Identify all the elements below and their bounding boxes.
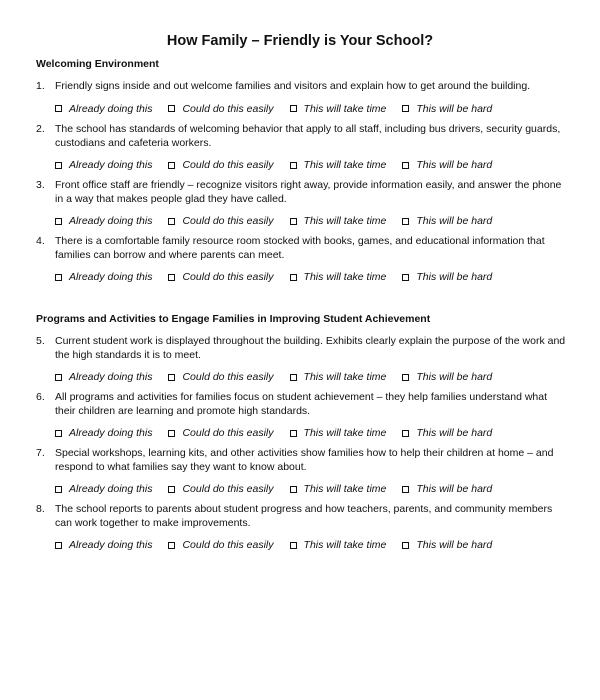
answer-option[interactable] (55, 427, 152, 439)
answer-option-label: Already doing this (69, 427, 153, 439)
question-item (36, 503, 570, 551)
answer-option-label: Could do this easily (182, 271, 274, 283)
answer-option[interactable] (168, 371, 273, 383)
checkbox-icon[interactable] (168, 218, 175, 225)
answer-option-label: Could do this easily (182, 539, 274, 551)
question-item (36, 391, 570, 439)
answer-option-label: Already doing this (69, 371, 153, 383)
question-text: Friendly signs inside and out welcome families and visitors and explain how to get around the building. (55, 80, 531, 92)
question-number: 4. (36, 235, 45, 247)
answer-option[interactable] (55, 483, 152, 495)
answer-option-label: Already doing this (69, 215, 153, 227)
answer-option[interactable] (168, 427, 273, 439)
question-row (36, 235, 570, 262)
answer-options (36, 103, 570, 115)
question-item (36, 80, 570, 115)
checkbox-icon[interactable] (290, 486, 297, 493)
answer-option-label: This will be hard (416, 371, 493, 383)
checkbox-icon[interactable] (290, 374, 297, 381)
answer-option[interactable] (55, 271, 152, 283)
answer-option[interactable] (168, 539, 273, 551)
checkbox-icon[interactable] (168, 430, 175, 437)
answer-option[interactable] (402, 271, 492, 283)
answer-options (36, 427, 570, 439)
answer-option[interactable] (168, 159, 273, 171)
question-item (36, 179, 570, 227)
question-row (36, 391, 570, 418)
answer-option[interactable] (168, 483, 273, 495)
question-item (36, 335, 570, 383)
answer-option[interactable] (55, 371, 152, 383)
answer-option-label: This will take time (303, 427, 387, 439)
answer-option-label: This will take time (303, 371, 387, 383)
question-item (36, 123, 570, 171)
question-text: The school reports to parents about student progress and how teachers, parents, and community members can work together to make improvements. (55, 503, 553, 529)
checkbox-icon[interactable] (168, 162, 175, 169)
checkbox-icon[interactable] (55, 430, 62, 437)
answer-options (36, 215, 570, 227)
answer-option[interactable] (290, 159, 387, 171)
answer-option-label: This will take time (303, 159, 387, 171)
checkbox-icon[interactable] (402, 218, 409, 225)
checkbox-icon[interactable] (55, 486, 62, 493)
checkbox-icon[interactable] (290, 430, 297, 437)
answer-option[interactable] (290, 483, 387, 495)
answer-option[interactable] (290, 103, 387, 115)
answer-options (36, 159, 570, 171)
checkbox-icon[interactable] (290, 162, 297, 169)
answer-option-label: This will take time (303, 271, 387, 283)
checkbox-icon[interactable] (55, 274, 62, 281)
question-text: Current student work is displayed throughout the building. Exhibits clearly explain the purpose of the work and the high standards it is to meet. (55, 335, 566, 361)
question-number: 6. (36, 391, 45, 403)
question-number: 2. (36, 123, 45, 135)
checkbox-icon[interactable] (402, 486, 409, 493)
checkbox-icon[interactable] (55, 374, 62, 381)
answer-option-label: This will take time (303, 102, 387, 115)
answer-option[interactable] (402, 427, 492, 439)
answer-option-label: Already doing this (69, 271, 153, 283)
checkbox-icon[interactable] (168, 274, 175, 281)
answer-option-label: Could do this easily (182, 215, 274, 227)
answer-option[interactable] (402, 483, 492, 495)
answer-option[interactable] (290, 215, 387, 227)
checkbox-icon[interactable] (168, 486, 175, 493)
answer-option[interactable] (55, 103, 152, 115)
answer-option[interactable] (402, 103, 492, 115)
page-title: How Family – Friendly is Your School? (166, 33, 434, 49)
checkbox-icon[interactable] (55, 218, 62, 225)
checkbox-icon[interactable] (168, 374, 175, 381)
question-row (36, 447, 570, 474)
checkbox-icon[interactable] (290, 542, 297, 549)
question-text: The school has standards of welcoming behavior that apply to all staff, including bus drivers, security guards, custodians and cafeteria workers. (55, 123, 561, 149)
answer-option[interactable] (55, 159, 152, 171)
checkbox-icon[interactable] (290, 274, 297, 281)
question-text: All programs and activities for families focus on student achievement – they help families understand what their children are learning and promote high standards. (55, 391, 548, 417)
question-item (36, 235, 570, 283)
question-row (36, 335, 570, 362)
checkbox-icon[interactable] (168, 542, 175, 549)
answer-option-label: Already doing this (69, 159, 153, 171)
answer-option[interactable] (55, 539, 152, 551)
section-heading: Welcoming Environment (36, 58, 159, 70)
question-text: Front office staff are friendly – recognize visitors right away, provide information easily, and answer the phone in a way that makes people glad they have called. (55, 179, 562, 205)
answer-option-label: Could do this easily (182, 371, 274, 383)
checkbox-icon[interactable] (290, 105, 297, 112)
answer-option-label: This will take time (303, 483, 387, 495)
answer-option-label: This will be hard (416, 539, 493, 551)
question-number: 1. (36, 80, 45, 92)
answer-option-label: Could do this easily (182, 159, 274, 171)
checkbox-icon[interactable] (55, 162, 62, 169)
answer-option[interactable] (290, 539, 387, 551)
answer-option-label: Could do this easily (182, 483, 274, 495)
section-heading: Programs and Activities to Engage Families in Improving Student Achievement (36, 313, 431, 325)
checkbox-icon[interactable] (168, 105, 175, 112)
question-number: 3. (36, 179, 45, 191)
checkbox-icon[interactable] (402, 542, 409, 549)
answer-option-label: This will take time (303, 539, 387, 551)
question-row (36, 503, 570, 530)
answer-option[interactable] (290, 371, 387, 383)
answer-option-label: Already doing this (69, 102, 153, 115)
answer-options (36, 371, 570, 383)
question-row (36, 179, 570, 206)
answer-option[interactable] (402, 539, 492, 551)
answer-option-label: Already doing this (69, 539, 153, 551)
question-number: 5. (36, 335, 45, 347)
checkbox-icon[interactable] (402, 274, 409, 281)
answer-option-label: This will be hard (416, 215, 493, 227)
answer-options (36, 539, 570, 551)
checkbox-icon[interactable] (55, 105, 62, 112)
answer-option-label: This will take time (303, 215, 387, 227)
answer-options (36, 483, 570, 495)
answer-option[interactable] (168, 271, 273, 283)
answer-options (36, 271, 570, 283)
question-item (36, 447, 570, 495)
checkbox-icon[interactable] (402, 374, 409, 381)
answer-option[interactable] (168, 103, 273, 115)
answer-option-label: This will be hard (416, 159, 493, 171)
checkbox-icon[interactable] (55, 542, 62, 549)
checkbox-icon[interactable] (402, 105, 409, 112)
answer-option[interactable] (290, 271, 387, 283)
question-number: 8. (36, 503, 45, 515)
question-number: 7. (36, 447, 45, 459)
question-text: Special workshops, learning kits, and other activities show families how to help their children at home – and respond to what families say they want to know about. (55, 447, 554, 473)
question-text: There is a comfortable family resource room stocked with books, games, and educational information that families can borrow and where parents can meet. (55, 235, 545, 261)
answer-option[interactable] (168, 215, 273, 227)
answer-option-label: Already doing this (69, 483, 153, 495)
answer-option-label: This will be hard (416, 271, 493, 283)
answer-option[interactable] (55, 215, 152, 227)
answer-option[interactable] (290, 427, 387, 439)
answer-option-label: This will be hard (416, 483, 493, 495)
checkbox-icon[interactable] (290, 218, 297, 225)
answer-option[interactable] (402, 371, 492, 383)
answer-option-label: Could do this easily (182, 102, 274, 115)
checkbox-icon[interactable] (402, 430, 409, 437)
answer-option[interactable] (402, 159, 492, 171)
answer-option-label: This will be hard (416, 102, 493, 115)
answer-option[interactable] (402, 215, 492, 227)
answer-option-label: Could do this easily (182, 427, 274, 439)
question-row (36, 80, 570, 94)
checkbox-icon[interactable] (402, 162, 409, 169)
answer-option-label: This will be hard (416, 427, 493, 439)
question-row (36, 123, 570, 150)
